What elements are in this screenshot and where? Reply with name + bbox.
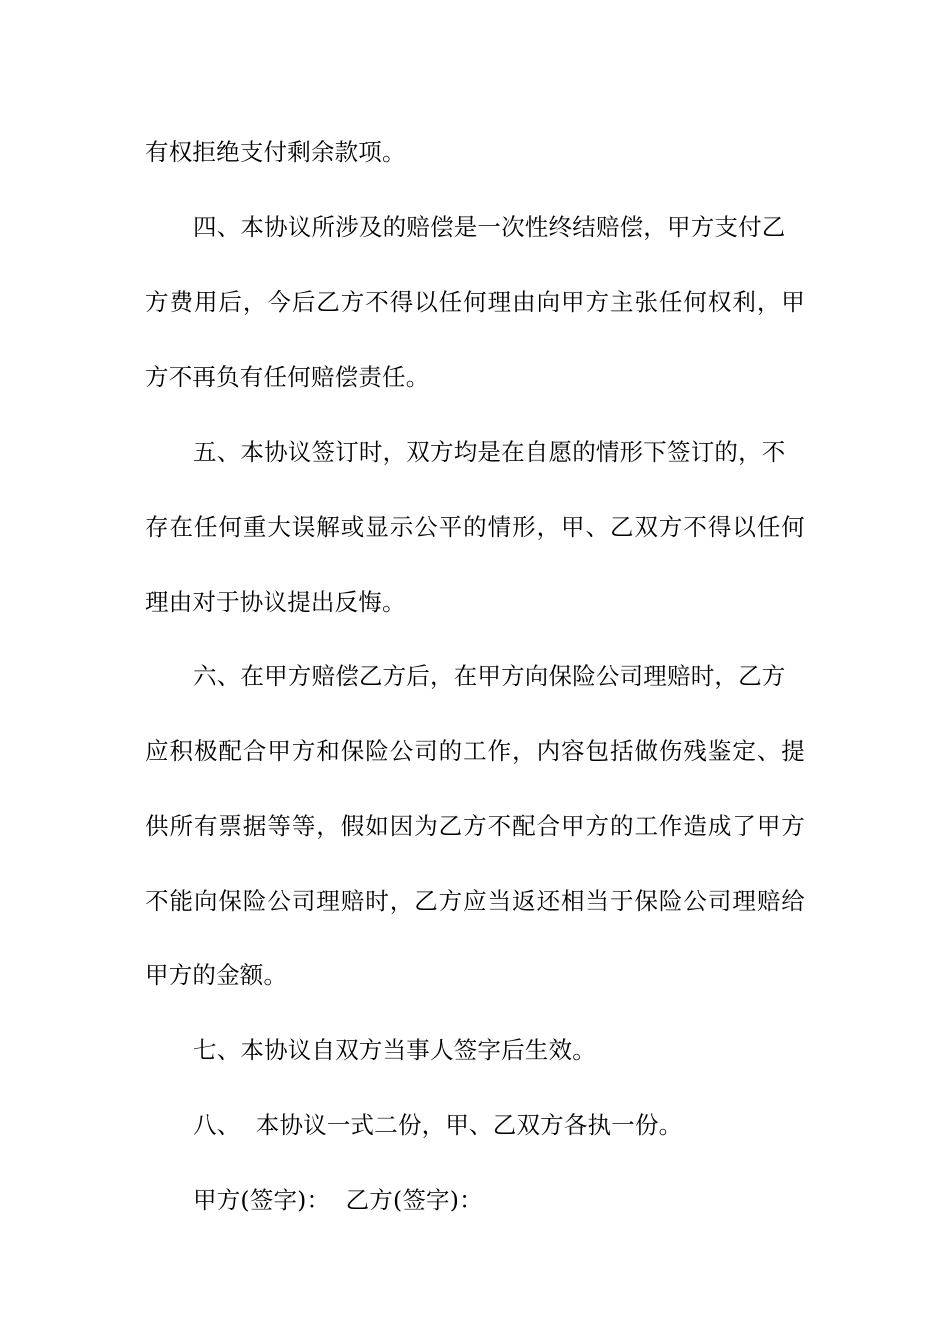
- clause-6-line-3: 供所有票据等等，假如因为乙方不配合甲方的工作造成了甲方: [145, 812, 805, 840]
- clause-8: 八、 本协议一式二份，甲、乙双方各执一份。: [193, 1111, 683, 1139]
- clause-4-line-2: 方费用后，今后乙方不得以任何理由向甲方主张任何权利，甲: [145, 288, 805, 316]
- clause-5-line-1: 五、本协议签订时，双方均是在自愿的情形下签订的，不: [193, 438, 786, 466]
- signature-line: 甲方(签字)： 乙方(签字)：: [193, 1186, 483, 1214]
- clause-6-line-4: 不能向保险公司理赔时，乙方应当返还相当于保险公司理赔给: [145, 887, 805, 915]
- clause-6-line-5: 甲方的金额。: [145, 961, 288, 989]
- text-line: 有权拒绝支付剩余款项。: [145, 138, 406, 166]
- clause-7: 七、本协议自双方当事人签字后生效。: [193, 1036, 596, 1064]
- clause-5-line-2: 存在任何重大误解或显示公平的情形，甲、乙双方不得以任何: [145, 513, 805, 541]
- clause-4-line-1: 四、本协议所涉及的赔偿是一次性终结赔偿，甲方支付乙: [193, 213, 786, 241]
- clause-4-line-3: 方不再负有任何赔偿责任。: [145, 363, 430, 391]
- clause-5-line-3: 理由对于协议提出反悔。: [145, 588, 406, 616]
- clause-6-line-1: 六、在甲方赔偿乙方后，在甲方向保险公司理赔时，乙方: [193, 662, 786, 690]
- clause-6-line-2: 应积极配合甲方和保险公司的工作，内容包括做伤残鉴定、提: [145, 737, 805, 765]
